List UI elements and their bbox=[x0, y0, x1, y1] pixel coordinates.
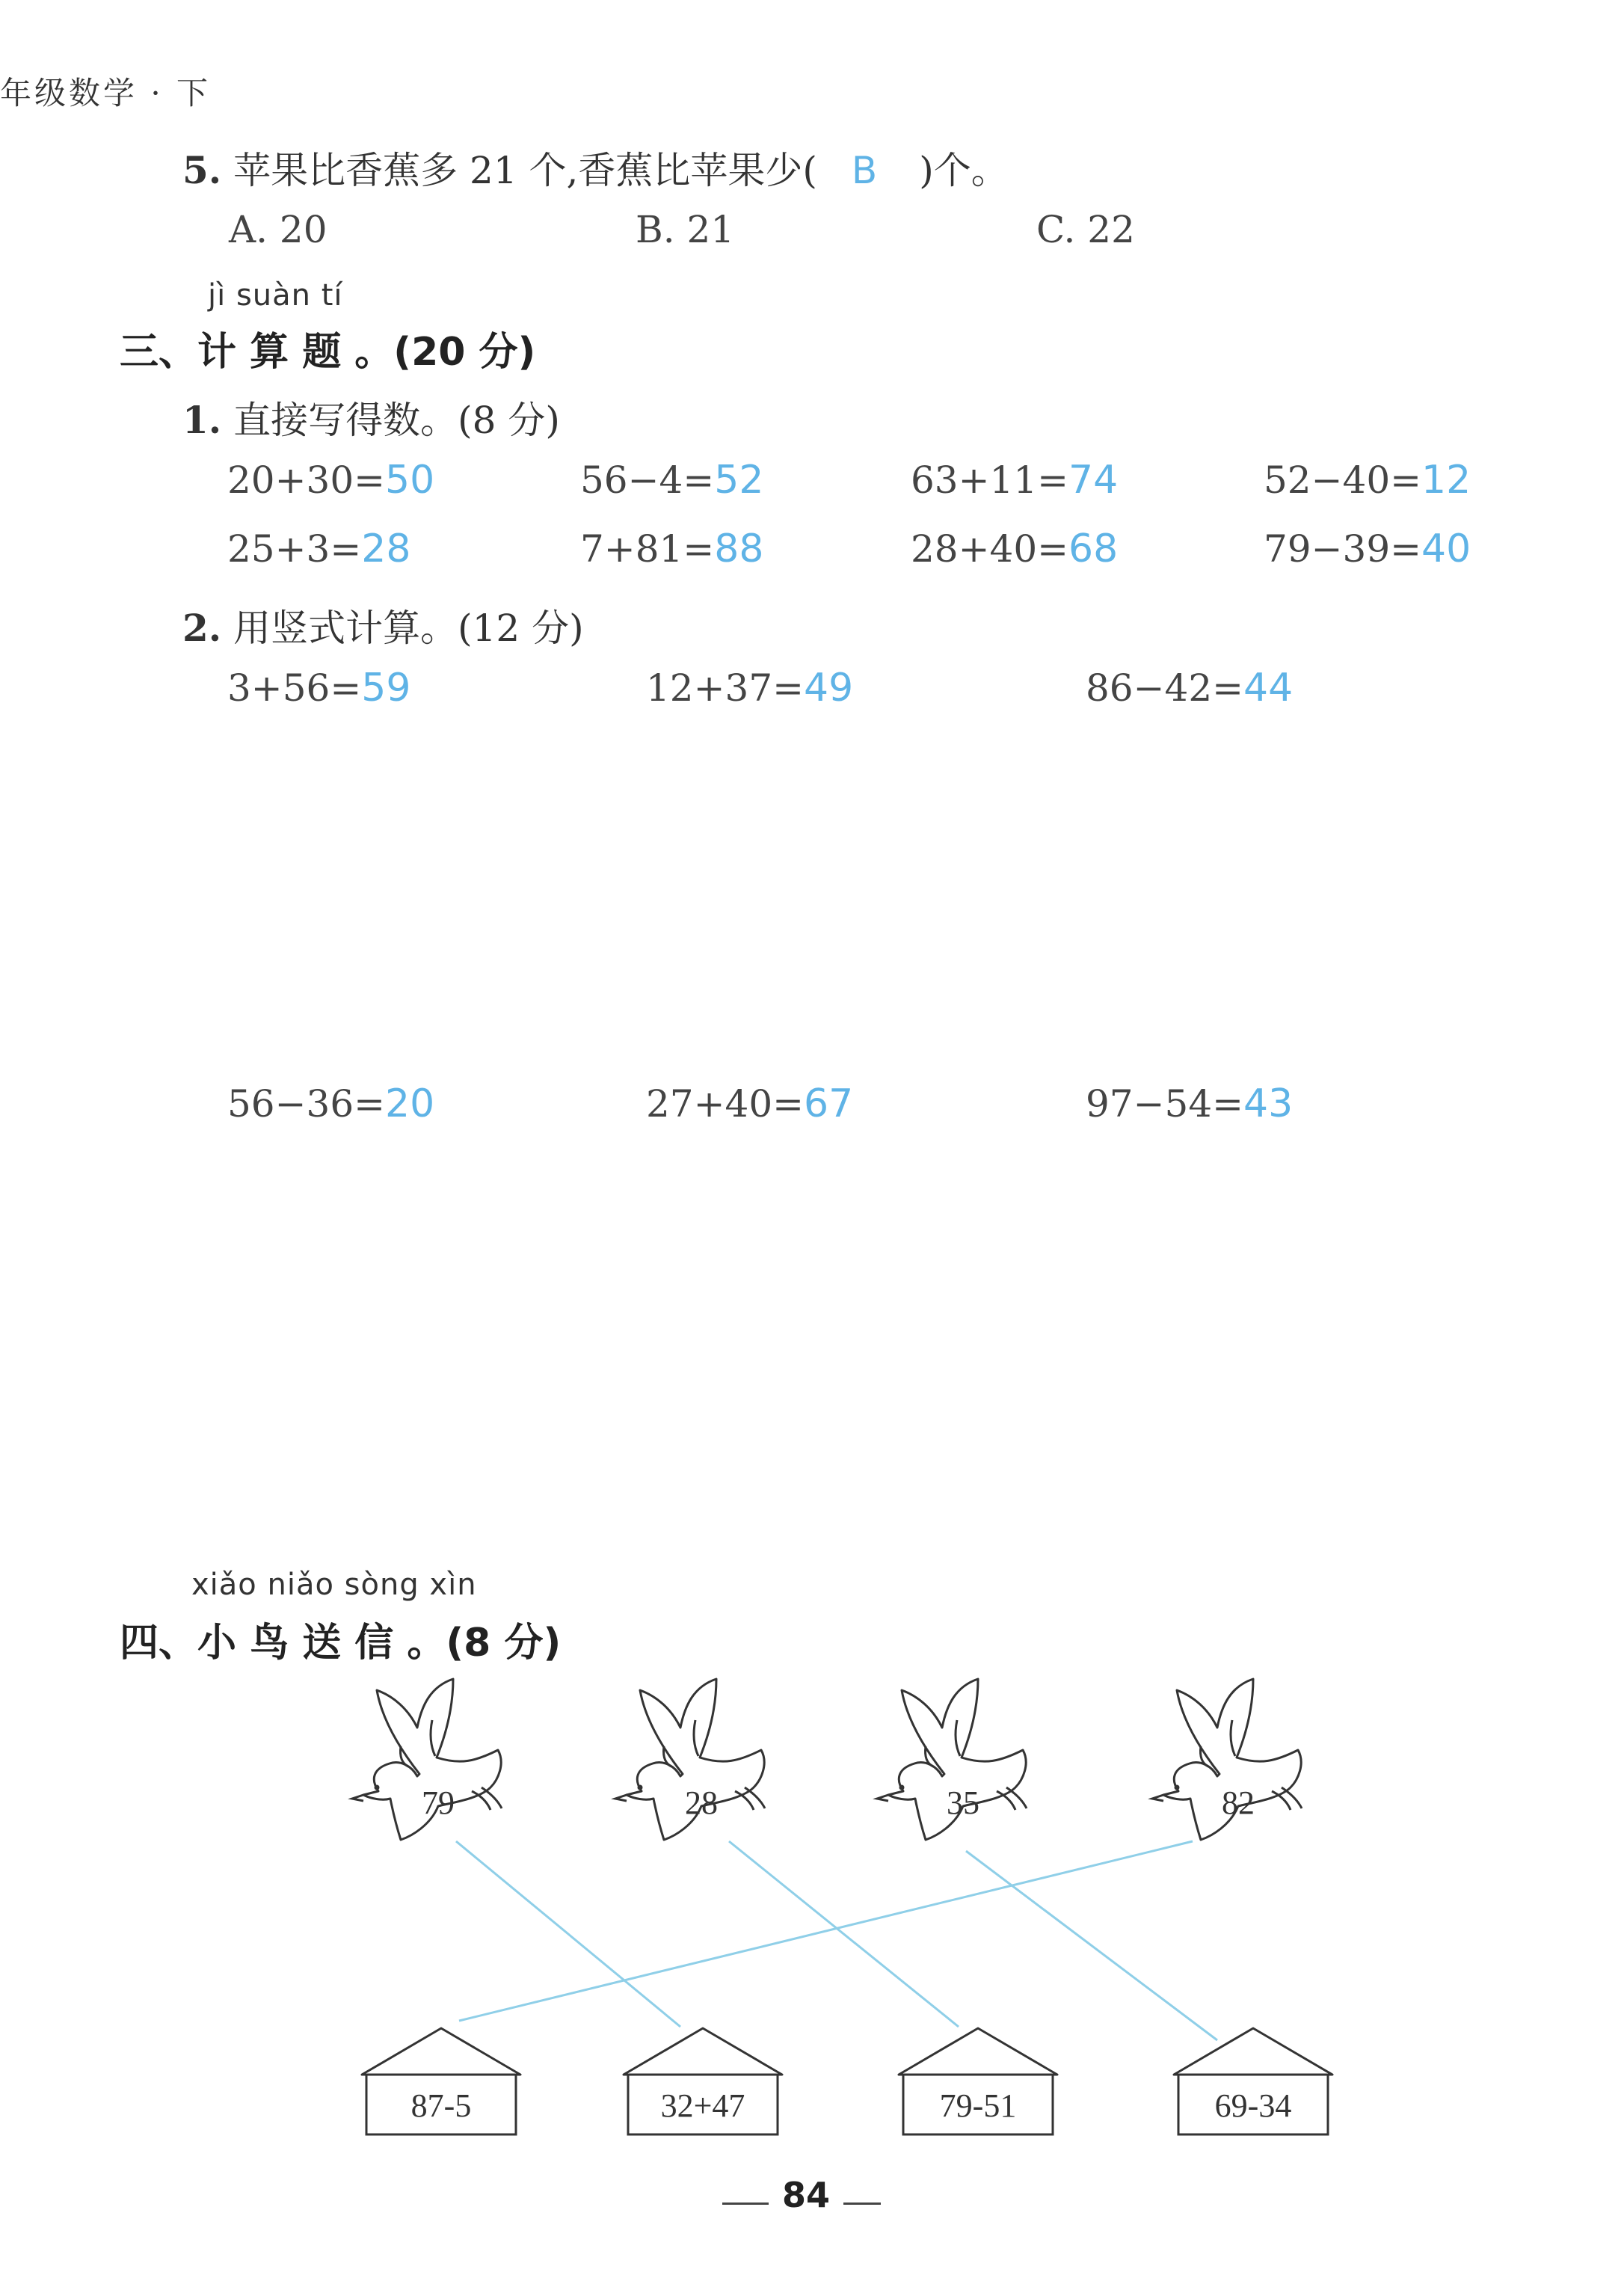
bird-number: 79 bbox=[422, 1784, 455, 1821]
question-number: 5. bbox=[182, 148, 222, 192]
expression: 97−54= bbox=[1086, 1082, 1244, 1126]
expression: 27+40= bbox=[646, 1082, 805, 1126]
expression: 56−36= bbox=[227, 1082, 386, 1126]
bird-number: 28 bbox=[685, 1784, 718, 1821]
answer: 28 bbox=[361, 527, 411, 571]
answer: 50 bbox=[385, 458, 435, 503]
expression: 56−4= bbox=[580, 458, 715, 502]
house-expression: 32+47 bbox=[660, 2087, 745, 2124]
expression: 52−40= bbox=[1264, 458, 1422, 502]
answer: 40 bbox=[1421, 527, 1471, 571]
answer: 43 bbox=[1243, 1081, 1294, 1126]
section4-title: 四、小 鸟 送 信 。(8 分) bbox=[120, 1621, 562, 1666]
page-number: 84 bbox=[782, 2175, 831, 2215]
expression: 79−39= bbox=[1264, 527, 1422, 571]
house-icon bbox=[362, 2028, 520, 2134]
bird-number: 82 bbox=[1222, 1784, 1255, 1821]
match-line bbox=[966, 1851, 1217, 2040]
expression: 3+56= bbox=[227, 666, 362, 710]
footer-rule bbox=[843, 2203, 881, 2205]
expression: 12+37= bbox=[646, 666, 805, 710]
option-b: B. 21 bbox=[636, 208, 735, 251]
bird-number: 35 bbox=[947, 1784, 979, 1821]
answer: 20 bbox=[385, 1081, 435, 1126]
running-header: 年级数学 · 下 bbox=[0, 75, 212, 111]
answer: 68 bbox=[1068, 527, 1119, 571]
option-a: A. 20 bbox=[229, 208, 327, 251]
house-expression: 87-5 bbox=[410, 2087, 472, 2124]
expression: 25+3= bbox=[227, 527, 362, 571]
question-text-after: )个。 bbox=[919, 149, 1009, 192]
footer-rule bbox=[722, 2203, 769, 2205]
bird-icon bbox=[615, 1679, 765, 1840]
answer: 88 bbox=[714, 527, 764, 571]
expression: 28+40= bbox=[911, 527, 1069, 571]
bird-icon bbox=[877, 1679, 1027, 1840]
expression: 20+30= bbox=[227, 458, 386, 502]
section4-pinyin: xiǎo niǎo sòng xìn bbox=[191, 1568, 477, 1602]
question-text-before: 苹果比香蕉多 21 个,香蕉比苹果少( bbox=[233, 149, 817, 192]
expression: 7+81= bbox=[580, 527, 715, 571]
page-footer bbox=[722, 2175, 881, 2215]
house-expression: 79-51 bbox=[939, 2087, 1017, 2124]
sub-question-number: 2. bbox=[182, 606, 222, 650]
section3-title: 三、计 算 题 。(20 分) bbox=[120, 330, 536, 375]
answer: 12 bbox=[1421, 458, 1471, 503]
house-icon bbox=[624, 2028, 782, 2134]
answer: 59 bbox=[361, 666, 411, 710]
answer: 74 bbox=[1068, 458, 1119, 503]
answer-choice: B bbox=[851, 149, 878, 192]
bird-icon bbox=[1152, 1679, 1302, 1840]
section3-pinyin: jì suàn tí bbox=[208, 278, 343, 313]
house-expression: 69-34 bbox=[1214, 2087, 1292, 2124]
answer: 67 bbox=[804, 1081, 854, 1126]
bird-icon bbox=[352, 1679, 502, 1840]
answer: 49 bbox=[804, 666, 854, 710]
match-line bbox=[729, 1841, 959, 2027]
expression: 86−42= bbox=[1086, 666, 1244, 710]
answer: 44 bbox=[1243, 666, 1294, 710]
expression: 63+11= bbox=[911, 458, 1069, 502]
sub-question-text: 直接写得数。(8 分) bbox=[233, 399, 560, 442]
house-icon bbox=[1174, 2028, 1332, 2134]
sub-question-text: 用竖式计算。(12 分) bbox=[233, 607, 584, 650]
sub-question-number: 1. bbox=[182, 398, 222, 442]
option-c: C. 22 bbox=[1036, 208, 1135, 251]
match-line bbox=[456, 1841, 680, 2027]
house-icon bbox=[899, 2028, 1057, 2134]
match-line bbox=[459, 1841, 1193, 2021]
answer: 52 bbox=[714, 458, 764, 503]
